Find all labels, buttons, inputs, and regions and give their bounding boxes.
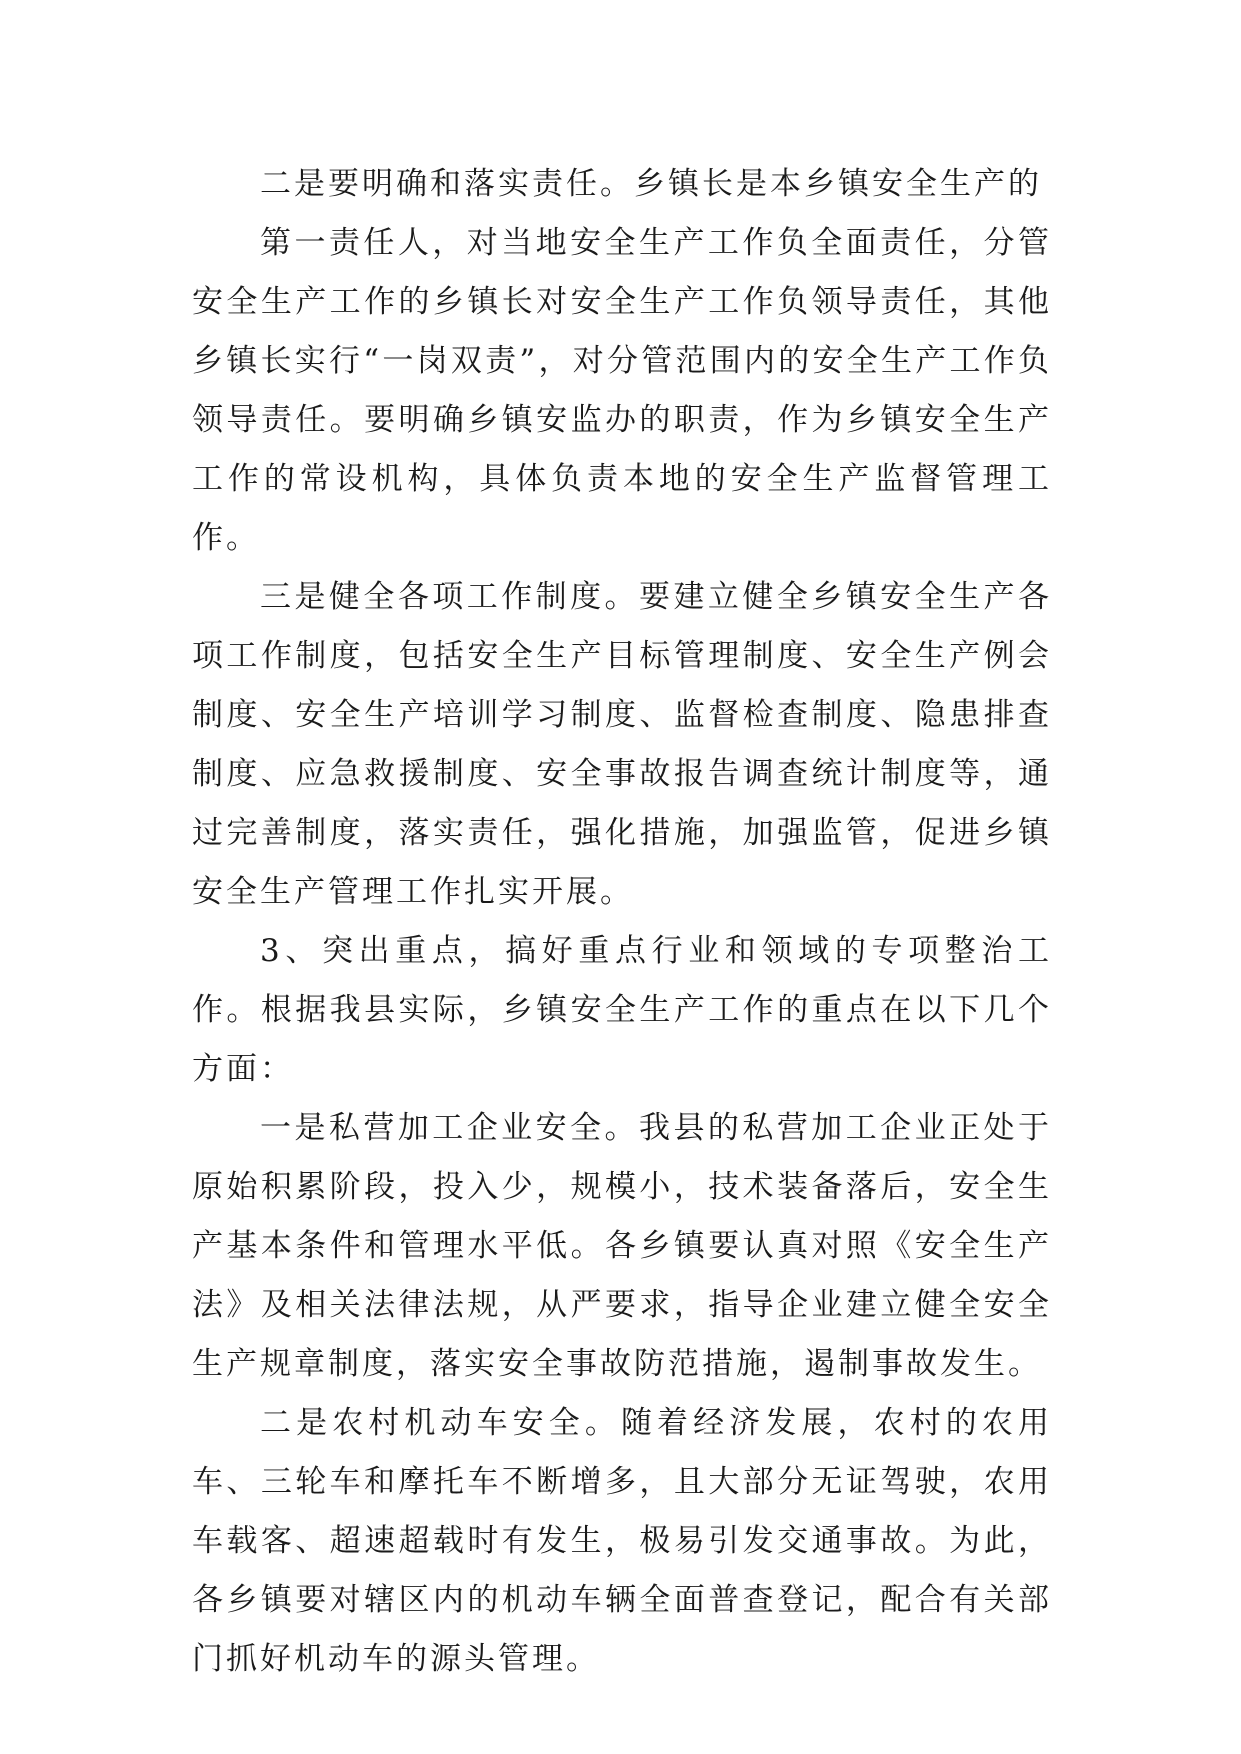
paragraph-responsibility-intro: 二是要明确和落实责任。乡镇长是本乡镇安全生产的 (260, 166, 1042, 202)
paragraph-responsibility-detail: 第一责任人，对当地安全生产工作负全面责任，分管安全生产工作的乡镇长对安全生产工作负领导责任，其他乡镇长实行“一岗双责”，对分管范围内的安全生产工作负领导责任。要明确乡镇安监办的职责，作为乡镇安全生产工作的常设机构，具体负责本地的安全生产监督管理工作。 (192, 225, 1052, 556)
document-body (192, 155, 1052, 1689)
paragraph-key-focus: 3、突出重点，搞好重点行业和领域的专项整治工作。根据我县实际，乡镇安全生产工作的重点在以下几个方面： (192, 933, 1052, 1087)
paragraph-work-systems: 三是健全各项工作制度。要建立健全乡镇安全生产各项工作制度，包括安全生产目标管理制度、安全生产例会制度、安全生产培训学习制度、监督检查制度、隐患排查制度、应急救援制度、安全事故报告调查统计制度等，通过完善制度，落实责任，强化措施，加强监管，促进乡镇安全生产管理工作扎实开展。 (192, 579, 1052, 910)
paragraph-private-enterprise-safety: 一是私营加工企业安全。我县的私营加工企业正处于原始积累阶段，投入少，规模小，技术装备落后，安全生产基本条件和管理水平低。各乡镇要认真对照《安全生产法》及相关法律法规，从严要求，指导企业建立健全安全生产规章制度，落实安全事故防范措施，遏制事故发生。 (192, 1110, 1052, 1382)
paragraph-rural-vehicle-safety: 二是农村机动车安全。随着经济发展，农村的农用车、三轮车和摩托车不断增多，且大部分无证驾驶，农用车载客、超速超载时有发生，极易引发交通事故。为此，各乡镇要对辖区内的机动车辆全面普查登记，配合有关部门抓好机动车的源头管理。 (192, 1405, 1052, 1677)
